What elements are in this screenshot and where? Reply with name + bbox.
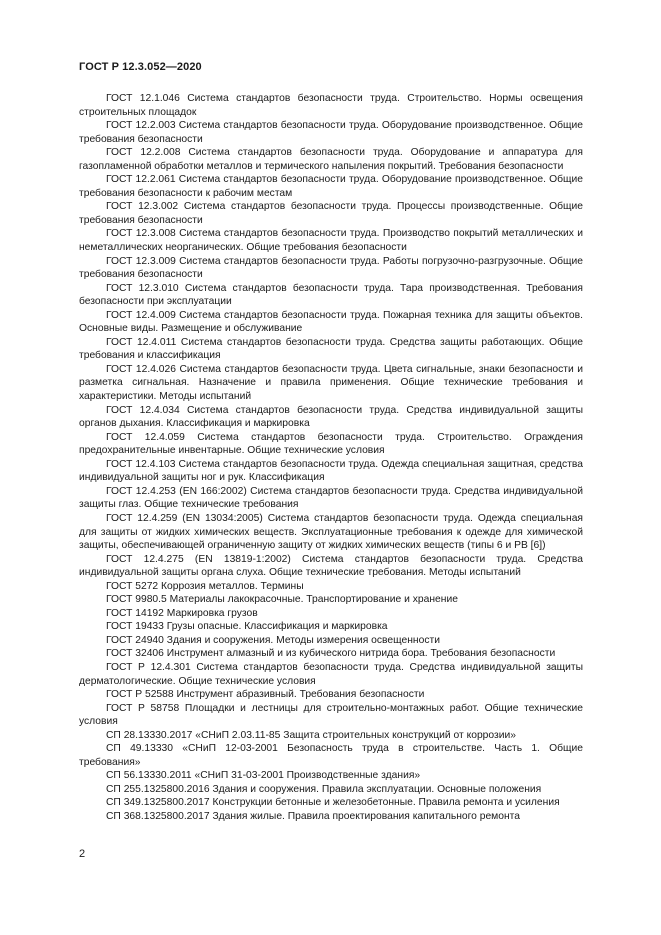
reference-item: ГОСТ 12.4.011 Система стандартов безопасности труда. Средства защиты работающих. Общие требования и классификация xyxy=(79,336,583,362)
reference-item: ГОСТ Р 52588 Инструмент абразивный. Требования безопасности xyxy=(106,689,425,701)
reference-item: ГОСТ 12.4.009 Система стандартов безопасности труда. Пожарная техника для защиты объектов. Основные виды. Размещение и обслуживание xyxy=(79,309,583,335)
reference-item: СП 56.13330.2011 «СНиП 31-03-2001 Производственные здания» xyxy=(106,770,421,782)
document-header: ГОСТ Р 12.3.052—2020 xyxy=(79,61,202,73)
reference-item: ГОСТ 12.3.009 Система стандартов безопасности труда. Работы погрузочно-разгрузочные. Общие требования безопасности xyxy=(79,255,583,281)
reference-item: ГОСТ 12.4.059 Система стандартов безопасности труда. Строительство. Ограждения предохранительные инвентарные. Общие технические условия xyxy=(79,431,583,457)
reference-item: ГОСТ 12.4.034 Система стандартов безопасности труда. Средства индивидуальной защиты органов дыхания. Классификация и маркировка xyxy=(79,404,583,430)
reference-item: ГОСТ 12.4.103 Система стандартов безопасности труда. Одежда специальная защитная, средства индивидуальной защиты ног и рук. Классификация xyxy=(79,458,583,484)
reference-item: ГОСТ 32406 Инструмент алмазный и из кубического нитрида бора. Требования безопасности xyxy=(106,648,556,660)
reference-item: ГОСТ 19433 Грузы опасные. Классификация и маркировка xyxy=(106,621,388,633)
reference-item: ГОСТ 12.2.061 Система стандартов безопасности труда. Оборудование производственное. Общие требования безопасности к рабочим местам xyxy=(79,174,583,199)
reference-item: ГОСТ 12.3.002 Система стандартов безопасности труда. Процессы производственные. Общие требования безопасности xyxy=(79,201,583,226)
reference-item: СП 28.13330.2017 «СНиП 2.03.11-85 Защита строительных конструкций от коррозии» xyxy=(106,729,516,741)
reference-item: ГОСТ 12.3.008 Система стандартов безопасности труда. Производство покрытий металлических и неметаллических неорганических. Общие требования безопасности xyxy=(79,228,583,254)
reference-item: ГОСТ 12.2.008 Система стандартов безопасности труда. Оборудование и аппаратура для газопламенной обработки металлов и термического напыления покрытий. Требования безопасности xyxy=(79,147,583,172)
reference-item: ГОСТ 12.1.046 Система стандартов безопасности труда. Строительство. Нормы освещения строительных площадок xyxy=(79,93,583,118)
reference-item: ГОСТ 14192 Маркировка грузов xyxy=(106,607,258,619)
reference-item: ГОСТ 24940 Здания и сооружения. Методы измерения освещенности xyxy=(106,634,440,646)
reference-item: ГОСТ 12.4.253 (EN 166:2002) Система стандартов безопасности труда. Средства индивидуальной защиты глаз. Общие технические требования xyxy=(79,485,583,511)
reference-item: ГОСТ 12.4.259 (EN 13034:2005) Система стандартов безопасности труда. Одежда специальная для защиты от жидких химических веществ. Эксплуатационные требования к одежде для химической защиты, обеспечивающей ограниченную защиту от жидких химических веществ (типы 6 и PB [6]) xyxy=(79,512,583,552)
reference-item: ГОСТ 12.4.275 (EN 13819-1:2002) Система стандартов безопасности труда. Средства индивидуальной защиты органа слуха. Общие технические требования. Методы испытаний xyxy=(79,553,583,579)
reference-item: СП 49.13330 «СНиП 12-03-2001 Безопасность труда в строительстве. Часть 1. Общие требования» xyxy=(79,743,583,768)
reference-item: ГОСТ 12.4.026 Система стандартов безопасности труда. Цвета сигнальные, знаки безопасности и разметка сигнальная. Назначение и правила применения. Общие технические требования и характеристики. Методы испытаний xyxy=(79,363,583,403)
reference-item: ГОСТ 12.3.010 Система стандартов безопасности труда. Тара производственная. Требования безопасности при эксплуатации xyxy=(79,282,583,308)
reference-item: СП 255.1325800.2016 Здания и сооружения. Правила эксплуатации. Основные положения xyxy=(106,783,542,795)
reference-item: ГОСТ Р 58758 Площадки и лестницы для строительно-монтажных работ. Общие технические условия xyxy=(79,702,583,728)
reference-item: ГОСТ 12.2.003 Система стандартов безопасности труда. Оборудование производственное. Общие требования безопасности xyxy=(79,120,583,145)
reference-item: ГОСТ 5272 Коррозия металлов. Термины xyxy=(106,580,304,592)
references-list xyxy=(79,92,583,824)
reference-item: СП 368.1325800.2017 Здания жилые. Правила проектирования капитального ремонта xyxy=(106,810,520,822)
page-number: 2 xyxy=(79,848,86,860)
reference-item: ГОСТ 9980.5 Материалы лакокрасочные. Транспортирование и хранение xyxy=(106,594,458,606)
reference-item: СП 349.1325800.2017 Конструкции бетонные и железобетонные. Правила ремонта и усиления xyxy=(106,797,560,809)
reference-item: ГОСТ Р 12.4.301 Система стандартов безопасности труда. Средства индивидуальной защиты дерматологические. Общие технические условия xyxy=(79,661,583,687)
